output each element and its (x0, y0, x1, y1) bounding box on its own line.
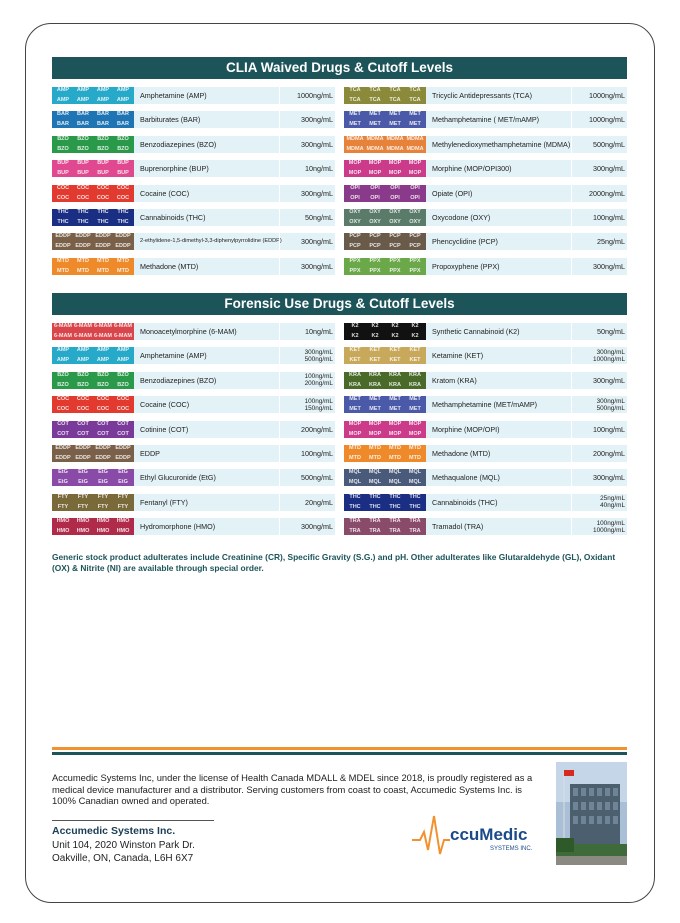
cutoff-level (571, 136, 627, 153)
cutoff-level (279, 396, 335, 413)
heartbeat-icon (412, 816, 450, 854)
cutoff-level (571, 421, 627, 438)
office-building-photo (556, 762, 627, 865)
drug-name: Cannabinoids (THC) (140, 212, 206, 222)
cutoff-value: 50ng/mL (597, 327, 625, 336)
drug-name: Morphine (MOP/OPI) (432, 424, 500, 434)
forensic-row-bzo (52, 372, 335, 389)
cutoff-value: 300ng/mL (301, 139, 333, 149)
cutoff-value: 150ng/mL (304, 404, 333, 412)
cutoff-level (279, 347, 335, 364)
clia-row-tca (344, 87, 627, 104)
clia-row-mop (344, 160, 627, 177)
drug-name: Tramadol (TRA) (432, 522, 484, 532)
forensic-row-amp (52, 347, 335, 364)
clia-right-column (344, 87, 627, 282)
clia-row-met (344, 111, 627, 128)
forensic-row-met (344, 396, 627, 413)
drug-name: Methaqualone (MQL) (432, 473, 500, 483)
cutoff-value: 300ng/mL (596, 397, 625, 405)
drug-name: Monoacetylmorphine (6-MAM) (140, 327, 237, 336)
cutoff-value: 300ng/mL (593, 261, 625, 271)
clia-banner: CLIA Waived Drugs & Cutoff Levels (52, 57, 627, 79)
cutoff-level (279, 111, 335, 128)
cutoff-level (571, 160, 627, 177)
clia-row-bup (52, 160, 335, 177)
drug-name: Cotinine (COT) (140, 424, 189, 434)
clia-row-oxy (344, 209, 627, 226)
cutoff-value: 1000ng/mL (593, 526, 625, 534)
cutoff-value: 500ng/mL (596, 404, 625, 412)
test-strip-swatch: AMP AMP AMP AMP AMP AMP AMP AMP (52, 87, 134, 104)
logo-subtitle: SYSTEMS INC. (490, 846, 533, 852)
cutoff-level (571, 185, 627, 202)
cutoff-value: 25ng/mL (600, 495, 625, 503)
cutoff-level (279, 185, 335, 202)
cutoff-value: 100ng/mL (593, 424, 625, 434)
cutoff-value: 300ng/mL (593, 375, 625, 385)
test-strip-swatch: AMP AMP AMP AMP AMP AMP AMP AMP (52, 347, 134, 364)
cutoff-value: 500ng/mL (304, 355, 333, 363)
forensic-row-k2 (344, 323, 627, 340)
cutoff-value: 100ng/mL (304, 373, 333, 381)
clia-row-mtd (52, 258, 335, 275)
cutoff-level (279, 494, 335, 511)
clia-row-coc (52, 185, 335, 202)
cutoff-level (279, 421, 335, 438)
test-strip-swatch: MET MET MET MET MET MET MET MET (344, 396, 426, 413)
drug-name: EDDP (140, 448, 160, 458)
cutoff-value: 1000ng/mL (589, 91, 625, 100)
drug-name: Ketamine (KET) (432, 351, 484, 361)
forensic-row-tra (344, 518, 627, 535)
cutoff-value: 300ng/mL (301, 522, 333, 532)
forensic-row-hmo (52, 518, 335, 535)
test-strip-swatch: BAR BAR BAR BAR BAR BAR BAR BAR (52, 111, 134, 128)
cutoff-level (571, 323, 627, 340)
test-strip-swatch: THC THC THC THC THC THC THC THC (344, 494, 426, 511)
cutoff-value: 100ng/mL (301, 448, 333, 458)
test-strip-swatch: MOP MOP MOP MOP MOP MOP MOP MOP (344, 160, 426, 177)
drug-name: Cocaine (COC) (140, 188, 190, 198)
cutoff-value: 500ng/mL (301, 473, 333, 483)
cutoff-value: 300ng/mL (596, 348, 625, 356)
cutoff-level (279, 323, 335, 340)
test-strip-swatch: KRA KRA KRA KRA KRA KRA KRA KRA (344, 372, 426, 389)
cutoff-level (279, 136, 335, 153)
forensic-row-coc (52, 396, 335, 413)
test-strip-swatch: MTD MTD MTD MTD MTD MTD MTD MTD (344, 445, 426, 462)
cutoff-level (571, 209, 627, 226)
test-strip-swatch: PPX PPX PPX PPX PPX PPX PPX PPX (344, 258, 426, 275)
cutoff-value: 1000ng/mL (589, 115, 625, 125)
cutoff-level (279, 372, 335, 389)
cutoff-level (279, 209, 335, 226)
cutoff-value: 500ng/mL (593, 139, 625, 149)
cutoff-level (571, 396, 627, 413)
test-strip-swatch: KET KET KET KET KET KET KET KET (344, 347, 426, 364)
cutoff-level (571, 87, 627, 104)
cutoff-value: 100ng/mL (304, 397, 333, 405)
cutoff-value: 50ng/mL (305, 212, 333, 222)
cutoff-value: 1000ng/mL (297, 91, 333, 100)
clia-row-ppx (344, 258, 627, 275)
clia-row-amp (52, 87, 335, 104)
drug-name: Cocaine (COC) (140, 400, 190, 410)
forensic-table (52, 323, 627, 543)
test-strip-swatch: THC THC THC THC THC THC THC THC (52, 209, 134, 226)
forensic-row-cot (52, 421, 335, 438)
test-strip-swatch: PCP PCP PCP PCP PCP PCP PCP PCP (344, 233, 426, 250)
test-strip-swatch: K2 K2 K2 K2 K2 K2 K2 K2 (344, 323, 426, 340)
about-text: Accumedic Systems Inc, under the license of Health Canada MDALL & MDEL since 2018, is proudly registered as a medical device manufacturer and a distributor. Serving customers from coast to coast, Accumedic Systems Inc. is 100% Canadian owned and operated. (52, 772, 533, 806)
cutoff-level (279, 160, 335, 177)
accumedic-logo (410, 810, 540, 860)
drug-name: Benzodiazepines (BZO) (140, 139, 217, 149)
test-strip-swatch: OXY OXY OXY OXY OXY OXY OXY OXY (344, 209, 426, 226)
cutoff-level (571, 469, 627, 486)
teal-rule (52, 752, 627, 755)
footer-divider (52, 747, 627, 755)
cutoff-level (571, 518, 627, 535)
cutoff-value: 100ng/mL (593, 212, 625, 222)
cutoff-value: 300ng/mL (593, 473, 625, 483)
cutoff-value: 10ng/mL (305, 164, 333, 174)
test-strip-swatch: MOP MOP MOP MOP MOP MOP MOP MOP (344, 421, 426, 438)
drug-name: Benzodiazepines (BZO) (140, 375, 217, 385)
cutoff-level (571, 258, 627, 275)
cutoff-value: 200ng/mL (593, 448, 625, 458)
cutoff-value: 25ng/mL (597, 237, 625, 247)
drug-name: Propoxyphene (PPX) (432, 261, 500, 271)
cutoff-value: 100ng/mL (596, 519, 625, 527)
test-strip-swatch: EDDP EDDP EDDP EDDP EDDP EDDP EDDP EDDP (52, 445, 134, 462)
drug-name: Methamphetamine (MET/mAMP) (432, 400, 538, 410)
forensic-left-column (52, 323, 335, 543)
drug-name: Buprenorphine (BUP) (140, 164, 209, 174)
test-strip-swatch: EDDP EDDP EDDP EDDP EDDP EDDP EDDP EDDP (52, 233, 134, 250)
drug-name: Cannabinoids (THC) (432, 497, 498, 507)
test-strip-swatch: EtG EtG EtG EtG EtG EtG EtG EtG (52, 469, 134, 486)
clia-row-bzo (52, 136, 335, 153)
test-strip-swatch: COC COC COC COC COC COC COC COC (52, 185, 134, 202)
cutoff-level (571, 445, 627, 462)
cutoff-value: 200ng/mL (304, 380, 333, 388)
clia-row-opi (344, 185, 627, 202)
drug-name: Opiate (OPI) (432, 188, 473, 198)
test-strip-swatch: BZO BZO BZO BZO BZO BZO BZO BZO (52, 372, 134, 389)
forensic-row-thc (344, 494, 627, 511)
cutoff-value: 200ng/mL (301, 424, 333, 434)
clia-row-eddp (52, 233, 335, 250)
clia-row-bar (52, 111, 335, 128)
adulterants-note: Generic stock product adulterates include Creatinine (CR), Specific Gravity (S.G.) and pH. Other adulterates like Glutaraldehyde (GL), Oxidant (OX) & Nitrite (NI) are available through special order. (52, 552, 616, 573)
test-strip-swatch: OPI OPI OPI OPI OPI OPI OPI OPI (344, 185, 426, 202)
test-strip-swatch: MDMA MDMA MDMA MDMA MDMA MDMA MDMA MDMA (344, 136, 426, 153)
clia-left-column (52, 87, 335, 282)
drug-name: Tricyclic Antidepressants (TCA) (432, 91, 532, 100)
drug-name: Barbiturates (BAR) (140, 115, 201, 125)
forensic-row-kra (344, 372, 627, 389)
logo-word: ccuMedic (450, 825, 528, 844)
company-separator (52, 820, 214, 821)
cutoff-level (279, 469, 335, 486)
company-name: Accumedic Systems Inc. (52, 825, 176, 837)
clia-row-mdma (344, 136, 627, 153)
test-strip-swatch: BZO BZO BZO BZO BZO BZO BZO BZO (52, 136, 134, 153)
clia-row-thc (52, 209, 335, 226)
cutoff-value: 2000ng/mL (589, 188, 625, 198)
drug-name: Amphetamine (AMP) (140, 351, 207, 361)
test-strip-swatch: FTY FTY FTY FTY FTY FTY FTY FTY (52, 494, 134, 511)
drug-name: Methamphetamine ( MET/mAMP) (432, 115, 540, 125)
drug-name: Fentanyl (FTY) (140, 497, 188, 507)
drug-name: Phencyclidine (PCP) (432, 237, 498, 247)
drug-name: Kratom (KRA) (432, 375, 477, 385)
test-strip-swatch: 6-MAM 6-MAM 6-MAM 6-MAM 6-MAM 6-MAM 6-MAM 6-MAM (53, 323, 133, 339)
test-strip-swatch: COC COC COC COC COC COC COC COC (52, 396, 134, 413)
drug-name: Methylenedioxymethamphetamine (MDMA) (432, 139, 571, 149)
cutoff-value: 1000ng/mL (593, 355, 625, 363)
drug-name: Ethyl Glucuronide (EtG) (140, 473, 216, 483)
forensic-row-6-mam (52, 323, 335, 340)
cutoff-value: 300ng/mL (301, 237, 333, 247)
drug-name: Methadone (MTD) (432, 448, 491, 458)
cutoff-value: 300ng/mL (593, 164, 625, 174)
forensic-row-etg (52, 469, 335, 486)
cutoff-level (571, 372, 627, 389)
cutoff-value: 40ng/mL (600, 502, 625, 510)
clia-row-pcp (344, 233, 627, 250)
forensic-row-mql (344, 469, 627, 486)
forensic-banner: Forensic Use Drugs & Cutoff Levels (52, 293, 627, 315)
drug-name: Morphine (MOP/OPI300) (432, 164, 512, 174)
test-strip-swatch: COT COT COT COT COT COT COT COT (52, 421, 134, 438)
cutoff-value: 300ng/mL (304, 348, 333, 356)
cutoff-value: 20ng/mL (305, 497, 333, 507)
cutoff-value: 300ng/mL (301, 261, 333, 271)
test-strip-swatch: HMO HMO HMO HMO HMO HMO HMO HMO (52, 518, 134, 535)
drug-name: Synthetic Cannabinoid (K2) (432, 327, 520, 336)
cutoff-level (279, 445, 335, 462)
drug-name: Amphetamine (AMP) (140, 91, 207, 100)
test-strip-swatch: BUP BUP BUP BUP BUP BUP BUP BUP (52, 160, 134, 177)
forensic-row-mop (344, 421, 627, 438)
drug-name: Oxycodone (OXY) (432, 212, 491, 222)
cutoff-level (571, 347, 627, 364)
test-strip-swatch: MQL MQL MQL MQL MQL MQL MQL MQL (344, 469, 426, 486)
cutoff-value: 10ng/mL (305, 327, 333, 336)
cutoff-level (279, 87, 335, 104)
cutoff-level (571, 111, 627, 128)
test-strip-swatch: MTD MTD MTD MTD MTD MTD MTD MTD (52, 258, 134, 275)
test-strip-swatch: MET MET MET MET MET MET MET MET (344, 111, 426, 128)
drug-name: Hydromorphone (HMO) (140, 522, 216, 532)
forensic-right-column (344, 323, 627, 543)
forensic-row-mtd (344, 445, 627, 462)
cutoff-level (571, 494, 627, 511)
drug-name: Methadone (MTD) (140, 261, 199, 271)
test-strip-swatch: TRA TRA TRA TRA TRA TRA TRA TRA (344, 518, 426, 535)
forensic-row-fty (52, 494, 335, 511)
cutoff-value: 300ng/mL (301, 188, 333, 198)
cutoff-value: 300ng/mL (301, 115, 333, 125)
cutoff-level (279, 233, 335, 250)
clia-table (52, 87, 627, 282)
orange-rule (52, 747, 627, 750)
cutoff-level (279, 258, 335, 275)
forensic-row-eddp (52, 445, 335, 462)
address-line-2: Oakville, ON, Canada, L6H 6X7 (52, 853, 194, 864)
cutoff-level (279, 518, 335, 535)
address-line-1: Unit 104, 2020 Winston Park Dr. (52, 840, 195, 851)
test-strip-swatch: TCA TCA TCA TCA TCA TCA TCA TCA (344, 87, 426, 104)
drug-name: 2-ethylidene-1,5-dimethyl-3,3-diphenylpyrrolidine (EDDP) (140, 238, 282, 245)
cutoff-level (571, 233, 627, 250)
forensic-row-ket (344, 347, 627, 364)
